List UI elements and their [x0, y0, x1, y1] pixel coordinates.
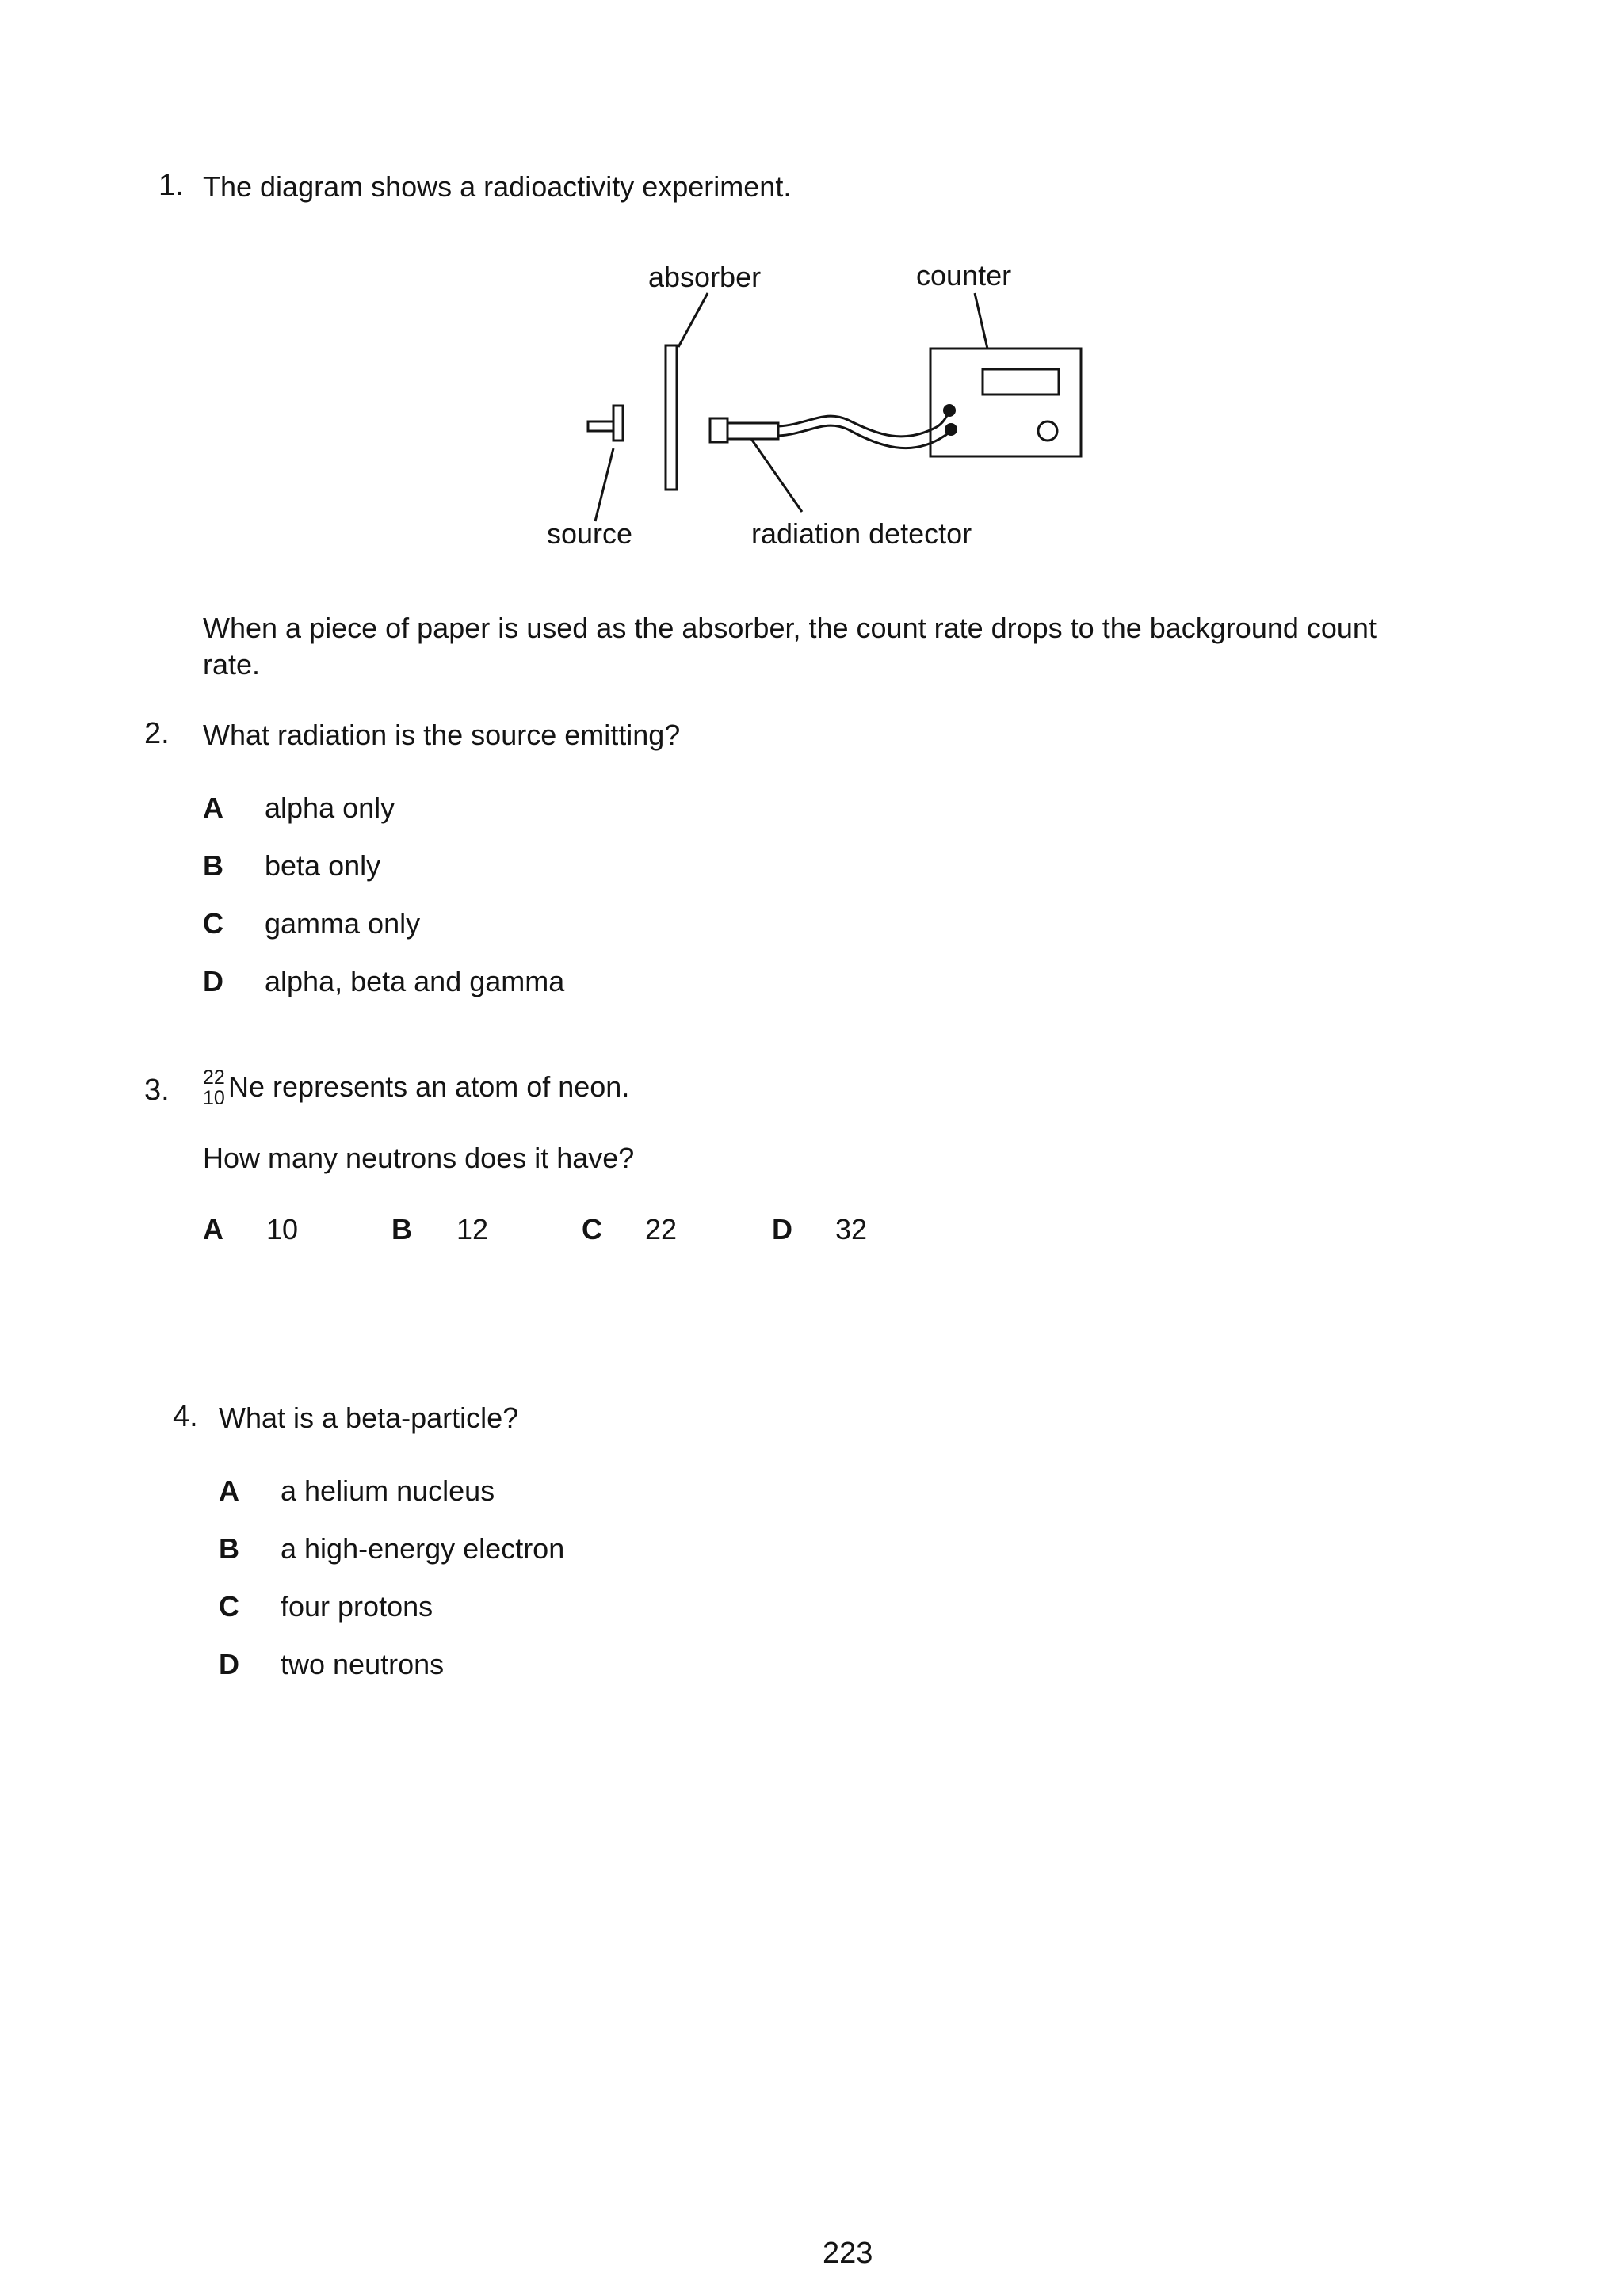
- q3-option-d-letter: D: [772, 1213, 792, 1245]
- q3-option-a-text: 10: [266, 1213, 299, 1245]
- q3-option-c-text: 22: [645, 1213, 678, 1245]
- source-leader-line: [595, 448, 613, 521]
- q1-paragraph-line1: When a piece of paper is used as the absorber, the count rate drops to the background count: [203, 612, 1377, 644]
- q3-element-symbol: Ne: [228, 1070, 265, 1103]
- detector-cable-lower: [778, 425, 951, 448]
- counter-label: counter: [916, 259, 1012, 292]
- q3-atomic-number: 10: [203, 1087, 225, 1109]
- counter-display: [983, 369, 1059, 395]
- q4-option-a-text: a helium nucleus: [281, 1474, 495, 1507]
- q2-option-a-letter: A: [203, 791, 223, 824]
- q3-option-c-letter: C: [582, 1213, 602, 1245]
- detector-leader-line: [751, 439, 802, 512]
- q3-option-a-letter: A: [203, 1213, 223, 1245]
- counter-leader-line: [975, 293, 987, 349]
- q2-option-d-letter: D: [203, 965, 223, 997]
- counter-socket-1: [943, 404, 956, 417]
- source-label: source: [547, 517, 633, 550]
- q3-statement: [228, 1070, 629, 1104]
- source-holder: [613, 406, 623, 441]
- q2-option-d-text: alpha, beta and gamma: [265, 965, 565, 997]
- q3-question: How many neutrons does it have?: [203, 1142, 635, 1174]
- q1-number: 1.: [158, 169, 184, 202]
- counter-box: [930, 349, 1081, 456]
- q4-option-d-text: two neutrons: [281, 1648, 445, 1680]
- q3-option-b-text: 12: [456, 1213, 489, 1245]
- counter-knob: [1038, 421, 1057, 441]
- q4-number: 4.: [173, 1400, 198, 1433]
- q2-option-c-text: gamma only: [265, 907, 421, 940]
- q1-text: The diagram shows a radioactivity experiment.: [203, 170, 792, 203]
- detector-label: radiation detector: [751, 517, 972, 550]
- q2-number: 2.: [144, 717, 170, 750]
- counter-socket-2: [945, 423, 957, 436]
- page-number: 223: [823, 2237, 873, 2270]
- q4-option-c-letter: C: [219, 1590, 239, 1623]
- q3-option-b-letter: B: [391, 1213, 412, 1245]
- q4-option-c-text: four protons: [281, 1590, 433, 1623]
- q3-number: 3.: [144, 1074, 170, 1107]
- q4-option-d-letter: D: [219, 1648, 239, 1680]
- q4-option-a-letter: A: [219, 1474, 239, 1507]
- absorber-plate: [666, 345, 677, 490]
- q2-option-b-letter: B: [203, 849, 223, 882]
- q3-text: represents an atom of neon.: [265, 1070, 630, 1103]
- q4-option-b-text: a high-energy electron: [281, 1532, 565, 1565]
- q1-paragraph-line2: rate.: [203, 648, 261, 681]
- q2-option-a-text: alpha only: [265, 791, 395, 824]
- source-shape: [588, 421, 613, 431]
- q3-mass-number: 22: [203, 1066, 225, 1089]
- q2-option-b-text: beta only: [265, 849, 381, 882]
- detector-body: [727, 423, 778, 439]
- absorber-label: absorber: [648, 261, 762, 293]
- absorber-leader-line: [678, 293, 708, 347]
- detector-tip: [710, 418, 727, 442]
- q2-option-c-letter: C: [203, 907, 223, 940]
- q2-text: What radiation is the source emitting?: [203, 719, 681, 751]
- detector-cable-upper: [778, 410, 949, 437]
- q3-option-d-text: 32: [835, 1213, 868, 1245]
- q4-text: What is a beta-particle?: [219, 1402, 519, 1434]
- q4-option-b-letter: B: [219, 1532, 239, 1565]
